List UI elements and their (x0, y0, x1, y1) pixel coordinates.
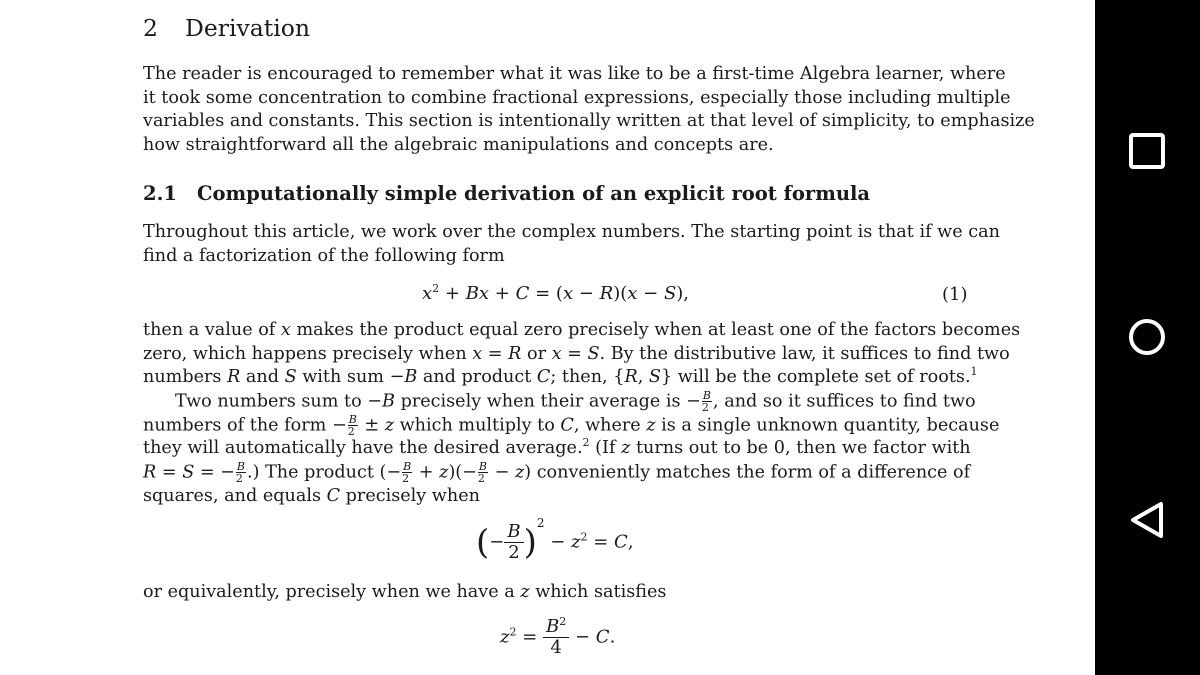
recents-square-icon (1127, 131, 1167, 171)
back-button[interactable] (1095, 485, 1200, 555)
subsection-title: Computationally simple derivation of an explicit root formula (197, 182, 871, 205)
paragraph-4: or equivalently, precisely when we have a z which satisfies (143, 582, 667, 602)
para3-text: Two numbers sum to (175, 391, 362, 412)
subsection-number: 2.1 (143, 182, 177, 205)
home-circle-icon (1127, 317, 1167, 357)
para2-text: with sum (302, 367, 384, 388)
intro-paragraph (143, 63, 1035, 158)
equation-3: $z^2$ = $\frac{B^2}{4}$ − C. (500, 615, 616, 658)
para2-text: will be the complete set of roots. (677, 367, 971, 388)
section-title: Derivation (185, 14, 311, 42)
footnote-mark[interactable]: 2 (582, 436, 590, 450)
section-heading (143, 14, 310, 42)
para3-text: is a single unknown quantity, because (661, 415, 1000, 436)
paragraph-1 (143, 221, 1000, 268)
para3-text: .) The product (247, 462, 374, 483)
equation-2: (− $\frac{B}{2}$ )$^2 - z^2 = C$, (476, 515, 634, 563)
para3-text: precisely when their average is (400, 391, 681, 412)
back-triangle-icon (1127, 500, 1167, 540)
para2-text: ; then, (550, 367, 608, 388)
para4-text: which satisfies (535, 582, 667, 602)
intro-line: it took some concentration to combine fractional expressions, especially those including multiple (143, 87, 1011, 108)
para2-text: makes the product equal zero precisely when at least one of the factors becomes (296, 320, 1021, 340)
para3-text: precisely when (345, 485, 480, 506)
equation-1: $x^2 + Bx + C = (x - R)(x - S)$, (422, 282, 690, 304)
para3-text: numbers of the form (143, 415, 327, 436)
para3-text: they will automatically have the desired average. (143, 438, 583, 459)
equation-number: (1) (942, 284, 968, 305)
paragraph-3: Two numbers sum to −B precisely when their average is − $\frac{B}{2}$ , and so it suffices to find two numbers of the form − $\frac{B}{2}$ ± z which multiply to C, where z is a single unknown quantity, because they will automatically have the desired average.$^2$ (If z turns out to be 0, then we factor with R = S = − $\frac{B}{2}$ .) The product (− $\frac{B}{2}$ + z)(− $\frac{B}{2}$ − z) conveniently matches the form of a difference of squares, and equals C precisely when (143, 389, 1000, 506)
para2-text: and product (422, 367, 532, 388)
next-line-cutoff (143, 670, 968, 675)
para3-text: (If (595, 438, 616, 459)
para2-text: then a value of (143, 320, 276, 340)
android-navigation-bar (1095, 0, 1200, 675)
intro-line: variables and constants. This section is intentionally written at that level of simplicity, to emphasize (143, 111, 1035, 132)
recents-button[interactable] (1095, 116, 1200, 186)
paragraph-2: then a value of x makes the product equal zero precisely when at least one of the factors becomes zero, which happens precisely when x = R or x = S. By the distributive law, it suffices to find two numbers R and S with sum −B and product C; then, {R, S} will be the complete set of roots.$^1$ (143, 320, 1021, 388)
para3-text: , and so it suffices to find two (713, 391, 976, 412)
para3-text: , where (573, 415, 641, 436)
para3-text: which multiply to (399, 415, 555, 436)
para3-text: squares, and equals (143, 485, 321, 506)
section-number: 2 (143, 14, 158, 42)
para2-text: . By the distributive law, it suffices to find two (599, 343, 1010, 364)
para2-text: numbers (143, 367, 222, 388)
subsection-heading (143, 182, 870, 205)
para3-text: turns out to be 0, then we factor with (635, 438, 971, 459)
home-button[interactable] (1095, 302, 1200, 372)
para1-line: find a factorization of the following form (143, 245, 505, 266)
para3-text: conveniently matches the form of a difference of (536, 462, 971, 483)
footnote-mark[interactable]: 1 (970, 365, 978, 379)
para2-text: zero, which happens precisely when (143, 343, 467, 364)
intro-line: how straightforward all the algebraic manipulations and concepts are. (143, 135, 774, 156)
para2-text: or (526, 343, 546, 364)
para2-text: and (245, 367, 279, 388)
para4-text: or equivalently, precisely when we have a (143, 582, 515, 602)
intro-line: The reader is encouraged to remember what it was like to be a first-time Algebra learner, where (143, 64, 1006, 84)
para1-line: Throughout this article, we work over the complex numbers. The starting point is that if we can (143, 222, 1000, 242)
